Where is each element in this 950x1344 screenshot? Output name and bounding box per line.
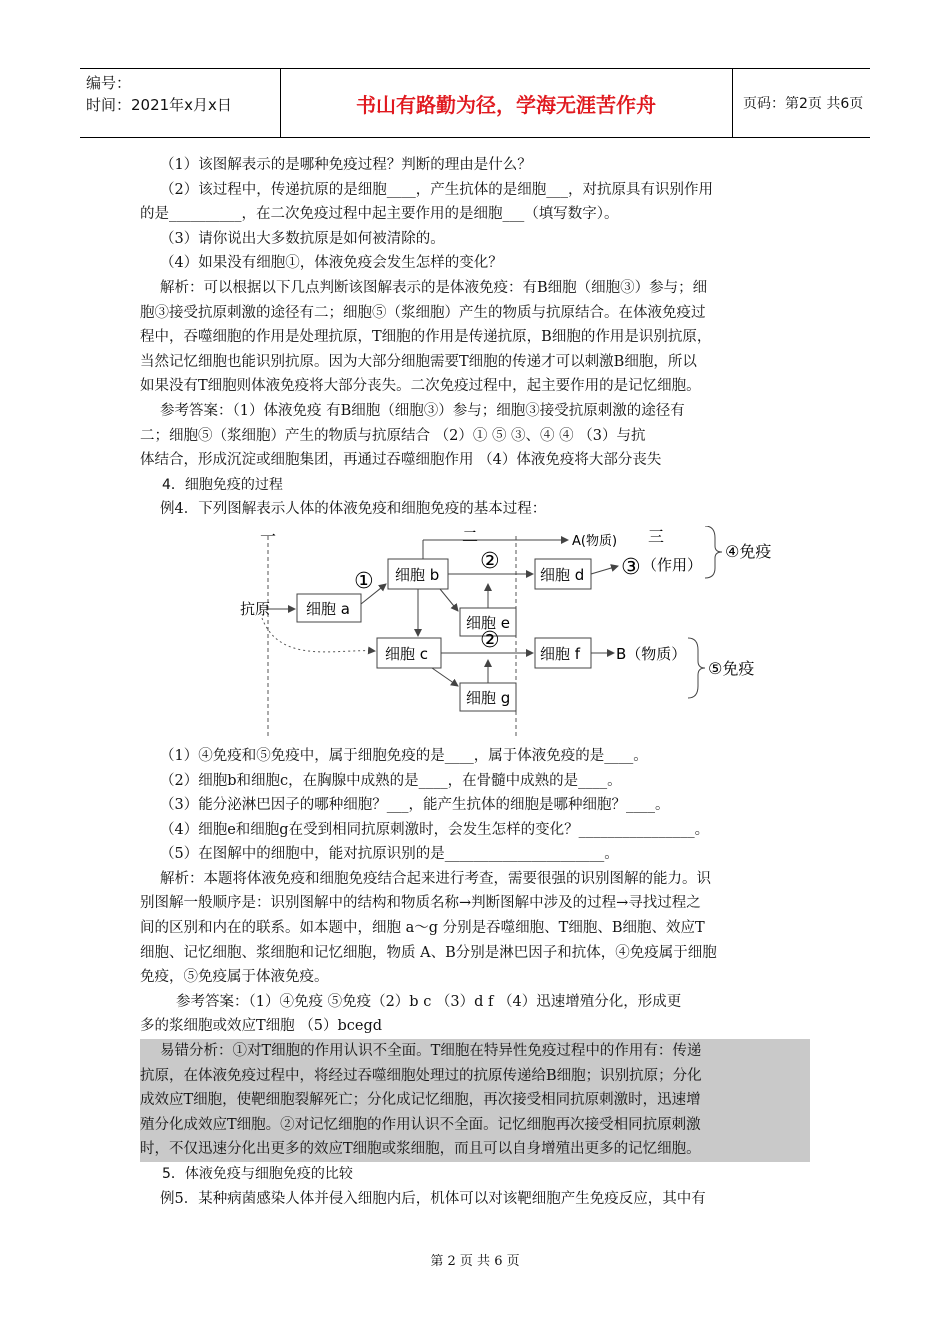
analysis-line: 解析：本题将体液免疫和细胞免疫结合起来进行考查，需要很强的识别图解的能力。识 bbox=[160, 870, 711, 887]
brace bbox=[705, 526, 722, 578]
marker-3: ③ bbox=[621, 554, 641, 580]
immunity-5-label: ⑤免疫 bbox=[708, 658, 755, 678]
action-label: （作用） bbox=[642, 555, 703, 574]
brace bbox=[688, 638, 705, 698]
analysis-line: 别图解一般顺序是：识别图解中的结构和物质名称→判断图解中涉及的过程→寻找过程之 bbox=[140, 895, 701, 912]
header-page-info: 页码：第2页 共6页 bbox=[743, 96, 864, 112]
stage-one-label: 一 bbox=[260, 526, 277, 546]
error-line: 时，不仅迅速分化出更多的效应T细胞或浆细胞，而且可以自身增殖出更多的记忆细胞。 bbox=[140, 1141, 701, 1158]
analysis-line: 免疫，⑤免疫属于体液免疫。 bbox=[140, 969, 329, 986]
question-line: （1）该图解表示的是哪种免疫过程？判断的理由是什么？ bbox=[160, 157, 532, 173]
arrow bbox=[591, 566, 618, 574]
question-line: （4）如果没有细胞①，体液免疫会发生怎样的变化？ bbox=[160, 255, 503, 272]
analysis-line: 如果没有T细胞则体液免疫将大部分丧失。二次免疫过程中，起主要作用的是记忆细胞。 bbox=[140, 378, 701, 395]
cell-g-label: 细胞 g bbox=[466, 688, 511, 707]
stage-two-label: 二 bbox=[462, 526, 479, 546]
cell-c-label: 细胞 c bbox=[385, 644, 429, 663]
error-line: 抗原，在体液免疫过程中，将经过吞噬细胞处理过的抗原传递给B细胞；识别抗原；分化 bbox=[140, 1067, 702, 1084]
document-body bbox=[140, 153, 820, 1211]
antigen-label: 抗原 bbox=[240, 599, 271, 618]
date-label: 时间：2021年x月x日 bbox=[86, 96, 232, 114]
marker-2-lower: ② bbox=[480, 627, 500, 653]
question-line: 的是__________，在二次免疫过程中起主要作用的是细胞___（填写数字）。 bbox=[140, 206, 619, 223]
cell-f-label: 细胞 f bbox=[540, 644, 581, 663]
question-line: （3）能分泌淋巴因子的哪种细胞？___，能产生抗体的细胞是哪种细胞？____。 bbox=[160, 797, 670, 814]
header-meta bbox=[80, 69, 281, 137]
analysis-line: 细胞、记忆细胞、浆细胞和记忆细胞，物质 A、B分别是淋巴因子和抗体，④免疫属于细胞 bbox=[140, 944, 717, 961]
question-line: （2）该过程中，传递抗原的是细胞____，产生抗体的是细胞___，对抗原具有识别作用 bbox=[160, 181, 713, 198]
question-line: （5）在图解中的细胞中，能对抗原识别的是______________________。 bbox=[160, 846, 619, 863]
cell-d-label: 细胞 d bbox=[540, 565, 585, 584]
cell-b-label: 细胞 b bbox=[395, 565, 440, 584]
cell-e-label: 细胞 e bbox=[466, 613, 510, 632]
error-analysis-box bbox=[140, 1039, 810, 1162]
analysis-line: 间的区别和内在的联系。如本题中，细胞 a～g 分别是吞噬细胞、T细胞、B细胞、效应T bbox=[140, 920, 705, 937]
section-heading: 5．体液免疫与细胞免疫的比较 bbox=[162, 1166, 353, 1182]
answer-line: 参考答案：（1）体液免疫 有B细胞（细胞③）参与；细胞③接受抗原刺激的途径有 bbox=[160, 402, 685, 419]
immunity-4-label: ④免疫 bbox=[725, 541, 772, 561]
question-line: （4）细胞e和细胞g在受到相同抗原刺激时，会发生怎样的变化？________________。 bbox=[160, 821, 710, 838]
error-line: 成效应T细胞，使靶细胞裂解死亡；分化成记忆细胞，再次接受相同抗原刺激时，迅速增 bbox=[140, 1092, 701, 1109]
question-line: （3）请你说出大多数抗原是如何被清除的。 bbox=[160, 230, 445, 247]
answer-line: 二；细胞⑤（浆细胞）产生的物质与抗原结合 （2）① ⑤ ③、④ ④ （3）与抗 bbox=[140, 427, 646, 444]
marker-2-upper: ② bbox=[480, 548, 500, 574]
immune-process-diagram bbox=[140, 526, 820, 738]
dotted-arrow bbox=[262, 618, 375, 652]
section-heading: 4．细胞免疫的过程 bbox=[162, 476, 283, 493]
answer-line: 多的浆细胞或效应T细胞 （5）bcegd bbox=[140, 1018, 383, 1035]
number-label: 编号： bbox=[86, 74, 132, 92]
header-motto: 书山有路勤为径，学海无涯苦作舟 bbox=[280, 69, 733, 137]
marker-1: ① bbox=[354, 568, 374, 594]
immune-process-figure bbox=[140, 526, 820, 738]
page-header bbox=[80, 68, 870, 138]
analysis-line: 当然记忆细胞也能识别抗原。因为大部分细胞需要T细胞的传递才可以刺激B细胞，所以 bbox=[140, 353, 697, 370]
error-line: 殖分化成效应T细胞。②对记忆细胞的作用认识不全面。记忆细胞再次接受相同抗原刺激 bbox=[140, 1116, 701, 1133]
example-line: 例5．某种病菌感染人体并侵入细胞内后，机体可以对该靶细胞产生免疫反应，其中有 bbox=[160, 1190, 706, 1207]
arrow bbox=[440, 589, 458, 611]
substance-a-label: A(物质) bbox=[572, 533, 618, 549]
stage-three-label: 三 bbox=[648, 526, 665, 546]
arrow bbox=[432, 668, 458, 686]
analysis-line: 解析：可以根据以下几点判断该图解表示的是体液免疫：有B细胞（细胞③）参与；细 bbox=[160, 279, 708, 296]
error-line: 易错分析：①对T细胞的作用认识不全面。T细胞在特异性免疫过程中的作用有：传递 bbox=[160, 1043, 702, 1060]
analysis-line: 程中，吞噬细胞的作用是处理抗原，T细胞的作用是传递抗原，B细胞的作用是识别抗原， bbox=[140, 329, 712, 346]
analysis-line: 胞③接受抗原刺激的途径有二；细胞⑤（浆细胞）产生的物质与抗原结合。在体液免疫过 bbox=[140, 304, 706, 321]
question-line: （2）细胞b和细胞c，在胸腺中成熟的是____，在骨髓中成熟的是____。 bbox=[160, 772, 622, 789]
question-line: （1）④免疫和⑤免疫中，属于细胞免疫的是____，属于体液免疫的是____。 bbox=[160, 747, 648, 764]
example-line: 例4．下列图解表示人体的体液免疫和细胞免疫的基本过程： bbox=[160, 501, 547, 518]
cell-a-label: 细胞 a bbox=[306, 599, 350, 618]
page-footer: 第 2 页 共 6 页 bbox=[430, 1254, 520, 1269]
substance-b-label: B（物质） bbox=[616, 644, 687, 663]
answer-line: 体结合，形成沉淀或细胞集团，再通过吞噬细胞作用 （4）体液免疫将大部分丧失 bbox=[140, 452, 662, 469]
answer-line: 参考答案：（1）④免疫 ⑤免疫（2）b c （3）d f （4）迅速增殖分化，形成更 bbox=[176, 993, 682, 1010]
